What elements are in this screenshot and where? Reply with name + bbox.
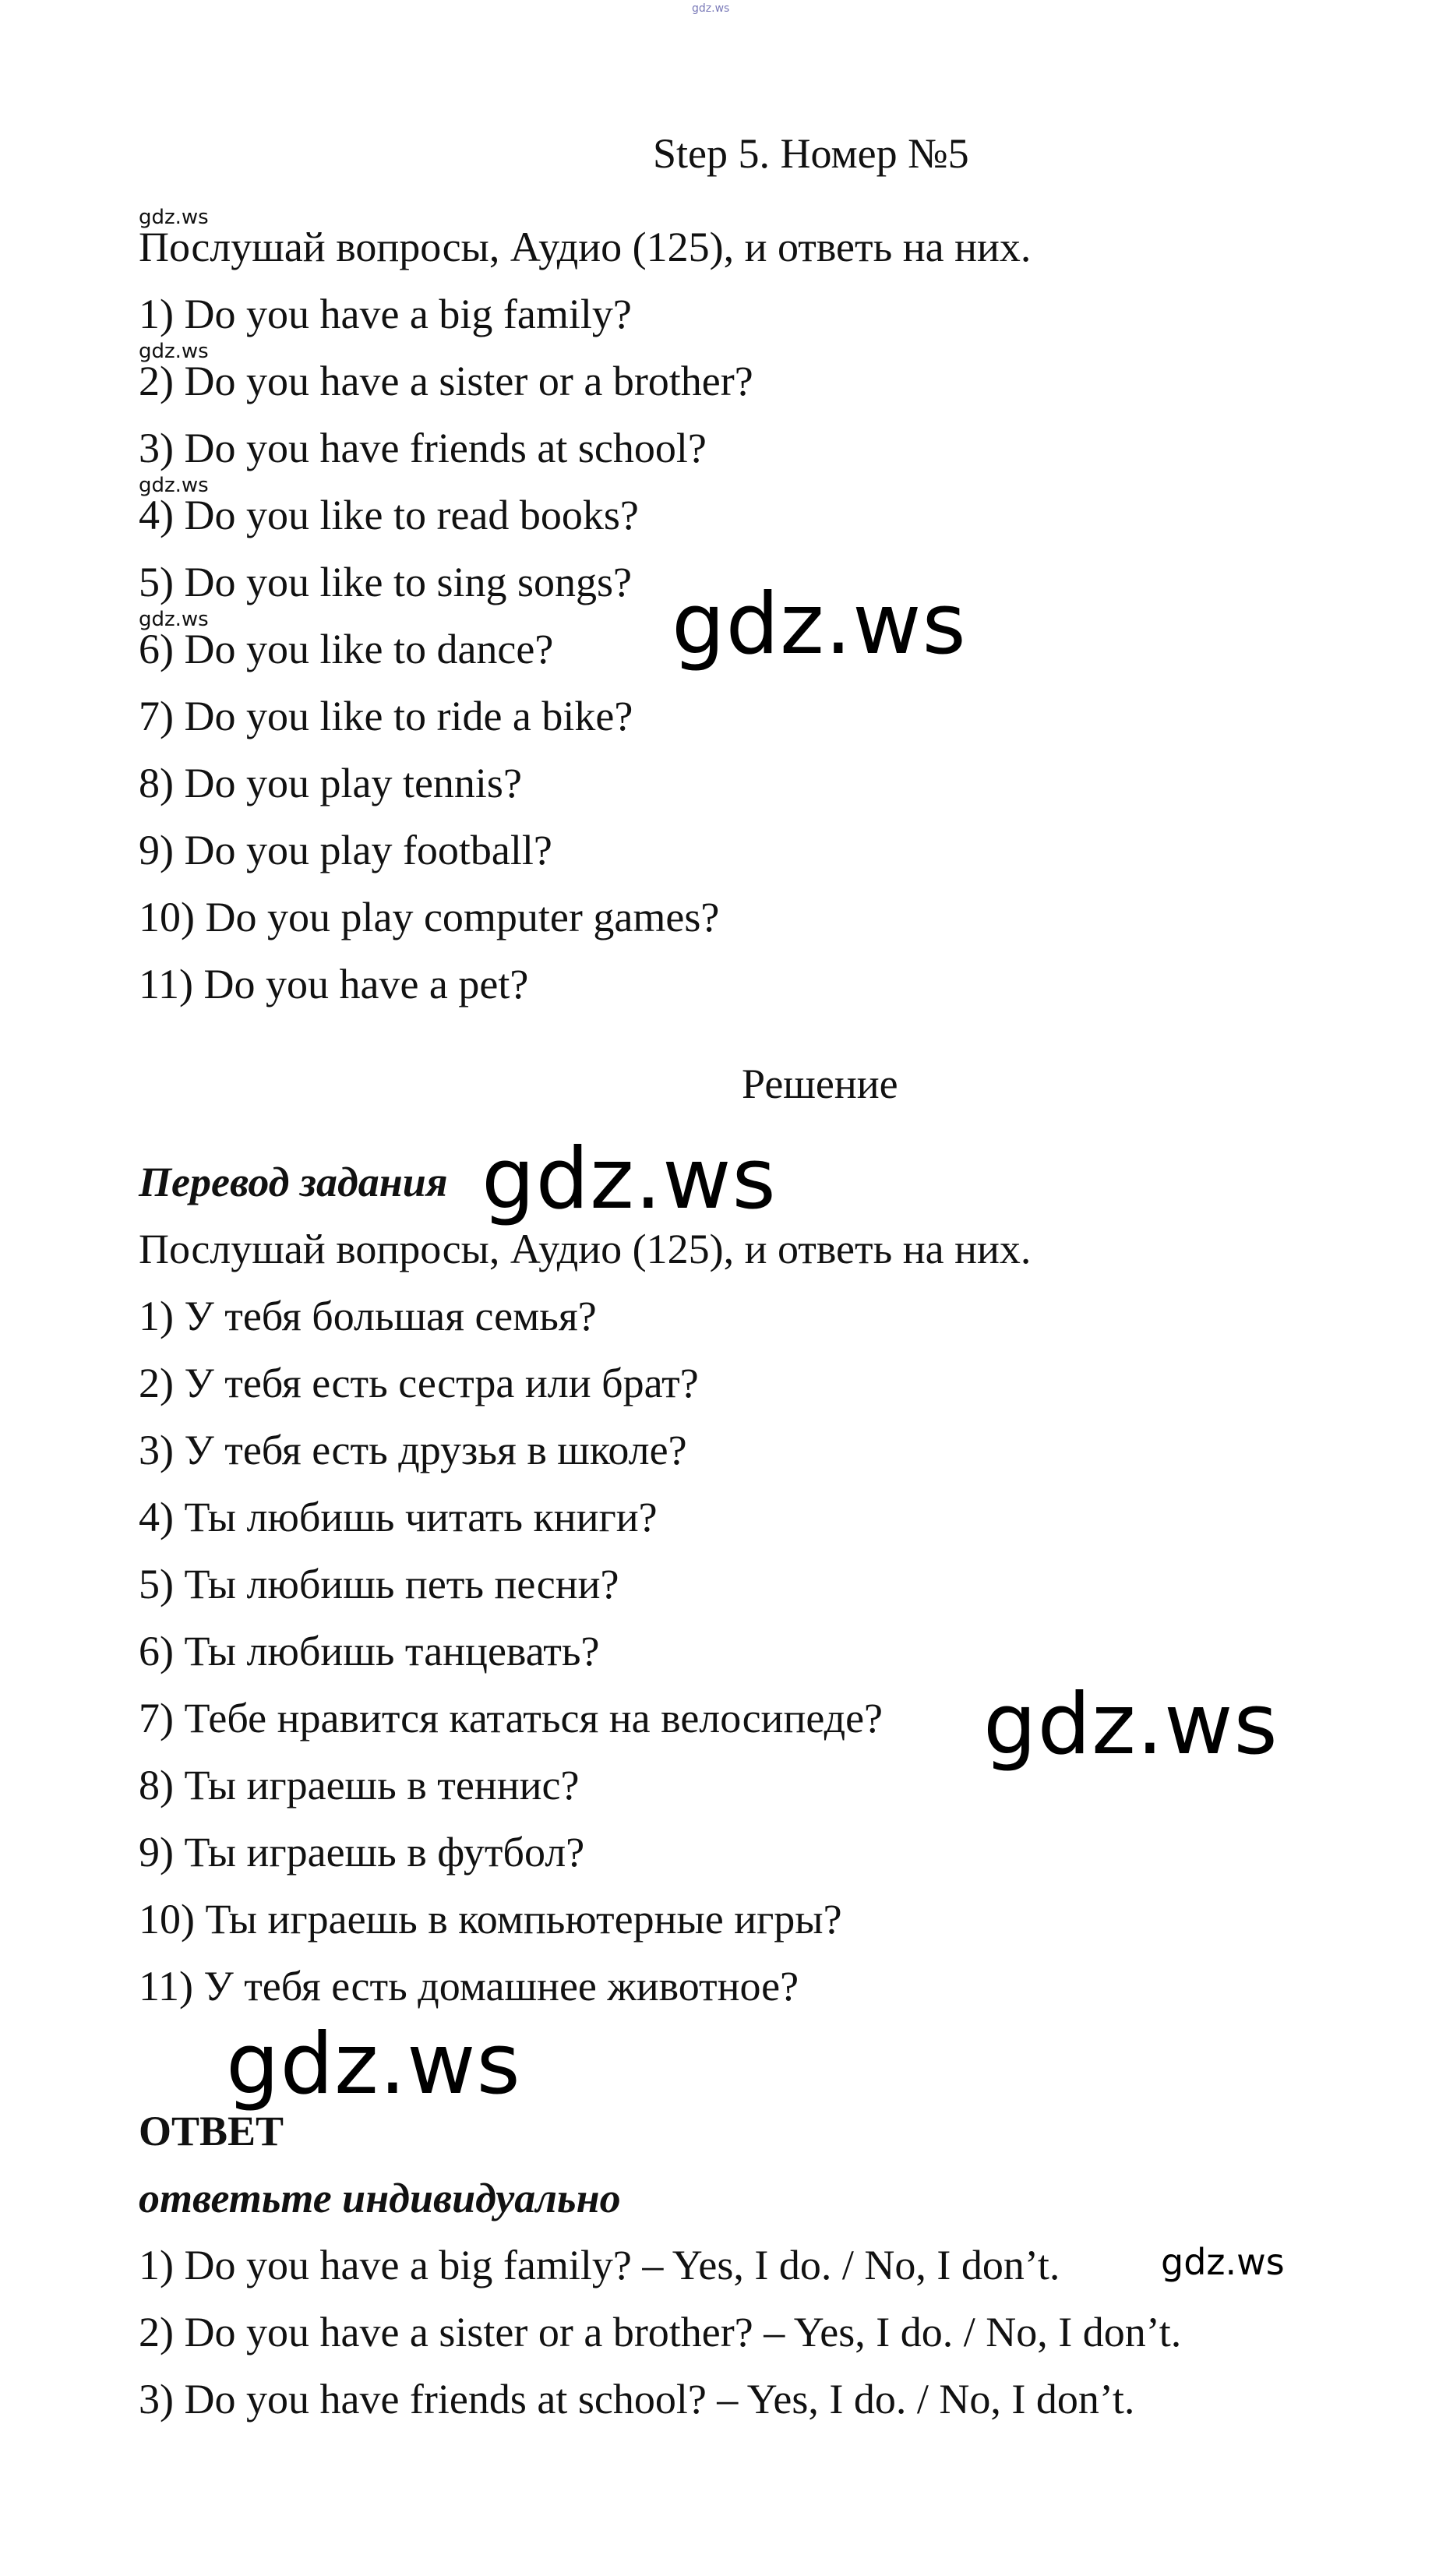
translation-question: 11) У тебя есть домашнее животное? [139, 1963, 799, 2010]
watermark-medium: gdz.ws [1161, 2241, 1285, 2283]
task-question: 6) Do you like to dance? [139, 626, 554, 672]
translation-question: 10) Ты играешь в компьютерные игры? [139, 1896, 842, 1943]
task-question: 7) Do you like to ride a bike? [139, 693, 633, 739]
task-question: 10) Do you play computer games? [139, 894, 720, 940]
translation-question: 1) У тебя большая семья? [139, 1293, 597, 1339]
solution-heading: Решение [742, 1060, 898, 1107]
watermark-large: gdz.ws [226, 2016, 521, 2113]
translation-question: 6) Ты любишь танцевать? [139, 1628, 600, 1674]
task-question: 4) Do you like to read books? [139, 492, 639, 538]
translation-instruction: Послушай вопросы, Аудио (125), и ответь на них. [139, 1226, 1032, 1272]
answer-line: 3) Do you have friends at school? – Yes, I do. / No, I don’t. [139, 2376, 1135, 2422]
answer-line: 1) Do you have a big family? – Yes, I do. / No, I don’t. [139, 2242, 1060, 2288]
task-question: 1) Do you have a big family? [139, 291, 632, 337]
translation-question: 4) Ты любишь читать книги? [139, 1494, 658, 1540]
watermark-large: gdz.ws [983, 1676, 1279, 1773]
translation-question: 9) Ты играешь в футбол? [139, 1829, 585, 1876]
answer-note: ответьте индивидуально [139, 2175, 621, 2221]
watermark-top: gdz.ws [692, 2, 730, 15]
task-question: 8) Do you play tennis? [139, 760, 522, 806]
watermark-small: gdz.ws [139, 474, 209, 497]
watermark-large: gdz.ws [672, 576, 967, 673]
task-question: 9) Do you play football? [139, 827, 552, 873]
translation-question: 2) У тебя есть сестра или брат? [139, 1360, 699, 1406]
watermark-small: gdz.ws [139, 608, 209, 631]
task-question: 11) Do you have a pet? [139, 961, 529, 1007]
translation-question: 3) У тебя есть друзья в школе? [139, 1427, 687, 1473]
watermark-small: gdz.ws [139, 340, 209, 363]
task-instruction: Послушай вопросы, Аудио (125), и ответь на них. [139, 224, 1032, 270]
task-question: 3) Do you have friends at school? [139, 425, 707, 471]
task-question: 5) Do you like to sing songs? [139, 559, 632, 605]
translation-question: 7) Тебе нравится кататься на велосипеде? [139, 1695, 884, 1741]
translation-question: 5) Ты любишь петь песни? [139, 1561, 619, 1607]
watermark-large: gdz.ws [481, 1131, 777, 1228]
watermark-small: gdz.ws [139, 206, 209, 229]
answer-line: 2) Do you have a sister or a brother? – Yes, I do. / No, I don’t. [139, 2309, 1182, 2355]
task-question: 2) Do you have a sister or a brother? [139, 358, 753, 404]
page-title: Step 5. Номер №5 [653, 130, 969, 177]
translation-question: 8) Ты играешь в теннис? [139, 1762, 580, 1808]
answer-heading: ОТВЕТ [139, 2108, 284, 2154]
translation-heading: Перевод задания [139, 1159, 448, 1205]
